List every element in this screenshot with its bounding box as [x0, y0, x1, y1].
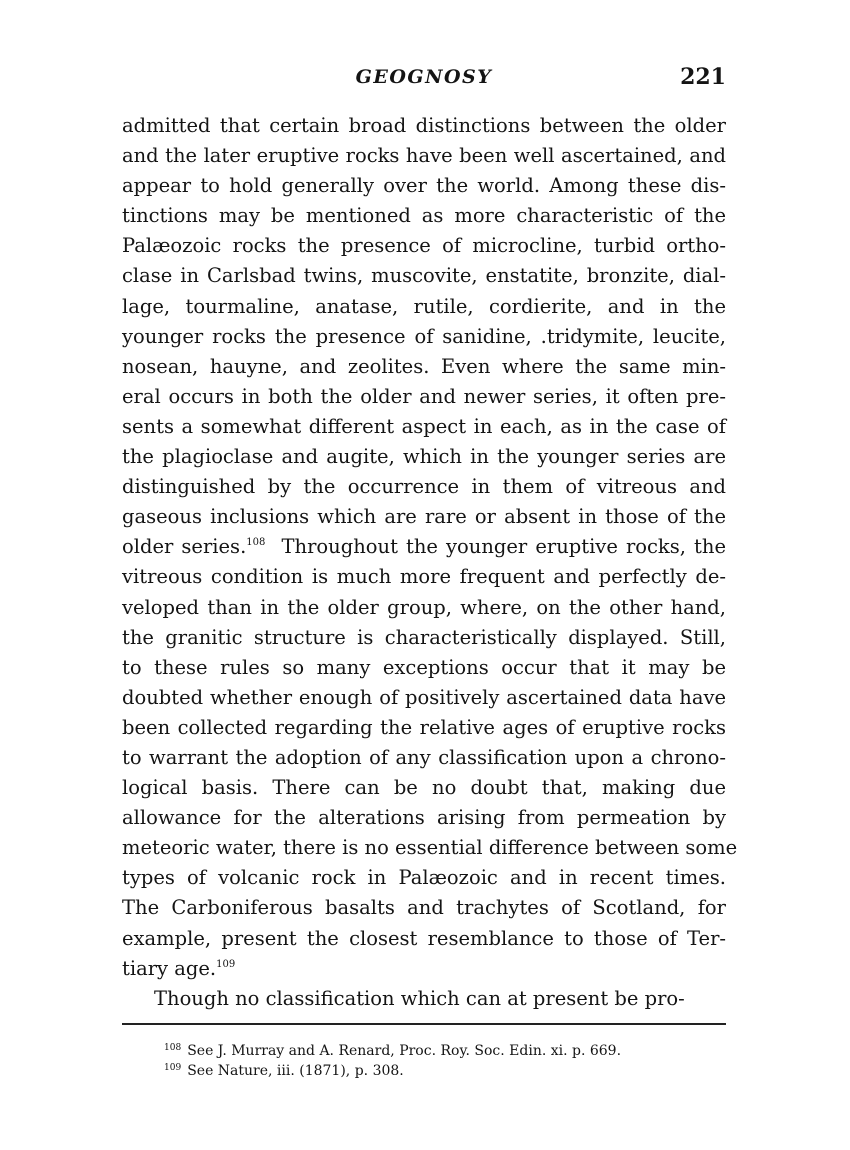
text-line: and the later eruptive rocks have been well ascertained, and	[122, 144, 726, 168]
text-line: example, present the closest resemblance to those of Ter-	[122, 926, 726, 950]
text-line: distinguished by the occurrence in them of vitreous and	[122, 475, 726, 499]
footnote-ref-109[interactable]: 109	[216, 958, 236, 970]
text-line: eral occurs in both the older and newer series, it often pre-	[122, 384, 726, 408]
footnote-text: See J. Murray and A. Renard, Proc. Roy. Soc. Edin. xi. p. 669.	[187, 1043, 622, 1059]
text-line: logical basis. There can be no doubt that, making due	[122, 776, 726, 800]
footnote-108	[164, 1041, 724, 1061]
text-line: the granitic structure is characteristically displayed. Still,	[122, 625, 726, 649]
text-line: tinctions may be mentioned as more characteristic of the	[122, 204, 726, 228]
footnote-ref-108[interactable]: 108	[246, 537, 266, 549]
footnote-marker: 109	[164, 1063, 182, 1073]
line-text: tiary age.	[122, 956, 217, 980]
footnote-109	[164, 1061, 724, 1081]
text-line: younger rocks the presence of sanidine, .tridymite, leucite,	[122, 324, 726, 348]
text-line: veloped than in the older group, where, on the other hand,	[122, 595, 726, 619]
text-line: to warrant the adoption of any classification upon a chrono-	[122, 745, 726, 769]
text-line: to these rules so many exceptions occur that it may be	[122, 655, 726, 679]
footnotes	[164, 1041, 724, 1081]
text-line: the plagioclase and augite, which in the younger series are	[122, 445, 726, 469]
footnote-text: See Nature, iii. (1871), p. 308.	[187, 1063, 404, 1079]
paragraph-end-line	[122, 954, 726, 984]
paragraph-start-line: Though no classification which can at present be pro-	[154, 986, 685, 1010]
text-line: types of volcanic rock in Palæozoic and in recent times.	[122, 866, 726, 890]
text-line: been collected regarding the relative ages of eruptive rocks	[122, 715, 726, 739]
text-line: doubted whether enough of positively ascertained data have	[122, 685, 726, 709]
text-line: appear to hold generally over the world. Among these dis-	[122, 174, 726, 198]
text-line: gaseous inclusions which are rare or absent in those of the	[122, 505, 726, 529]
footnote-marker: 108	[164, 1043, 182, 1053]
running-title: GEOGNOSY	[355, 66, 493, 88]
running-head	[122, 64, 726, 100]
text-line: meteoric water, there is no essential difference between some	[122, 836, 738, 860]
page-number: 221	[680, 64, 726, 90]
text-line-with-footnote-ref	[122, 532, 726, 562]
text-line: vitreous condition is much more frequent and perfectly de-	[122, 565, 726, 589]
text-line: Palæozoic rocks the presence of microcline, turbid ortho-	[122, 234, 726, 258]
line-text: Throughout the younger eruptive rocks, the	[265, 535, 726, 559]
text-line: clase in Carlsbad twins, muscovite, enstatite, bronzite, dial-	[122, 264, 726, 288]
text-line: nosean, hauyne, and zeolites. Even where the same min-	[122, 354, 726, 378]
text-line: lage, tourmaline, anatase, rutile, cordierite, and in the	[122, 294, 726, 318]
text-line: admitted that certain broad distinctions between the older	[122, 114, 726, 137]
text-line: allowance for the alterations arising from permeation by	[122, 806, 726, 830]
line-text: older series.	[122, 535, 247, 559]
footnote-divider	[122, 1023, 726, 1025]
text-line: sents a somewhat different aspect in each, as in the case of	[122, 414, 726, 438]
body-text	[122, 111, 738, 1014]
text-line: The Carboniferous basalts and trachytes of Scotland, for	[122, 896, 726, 920]
